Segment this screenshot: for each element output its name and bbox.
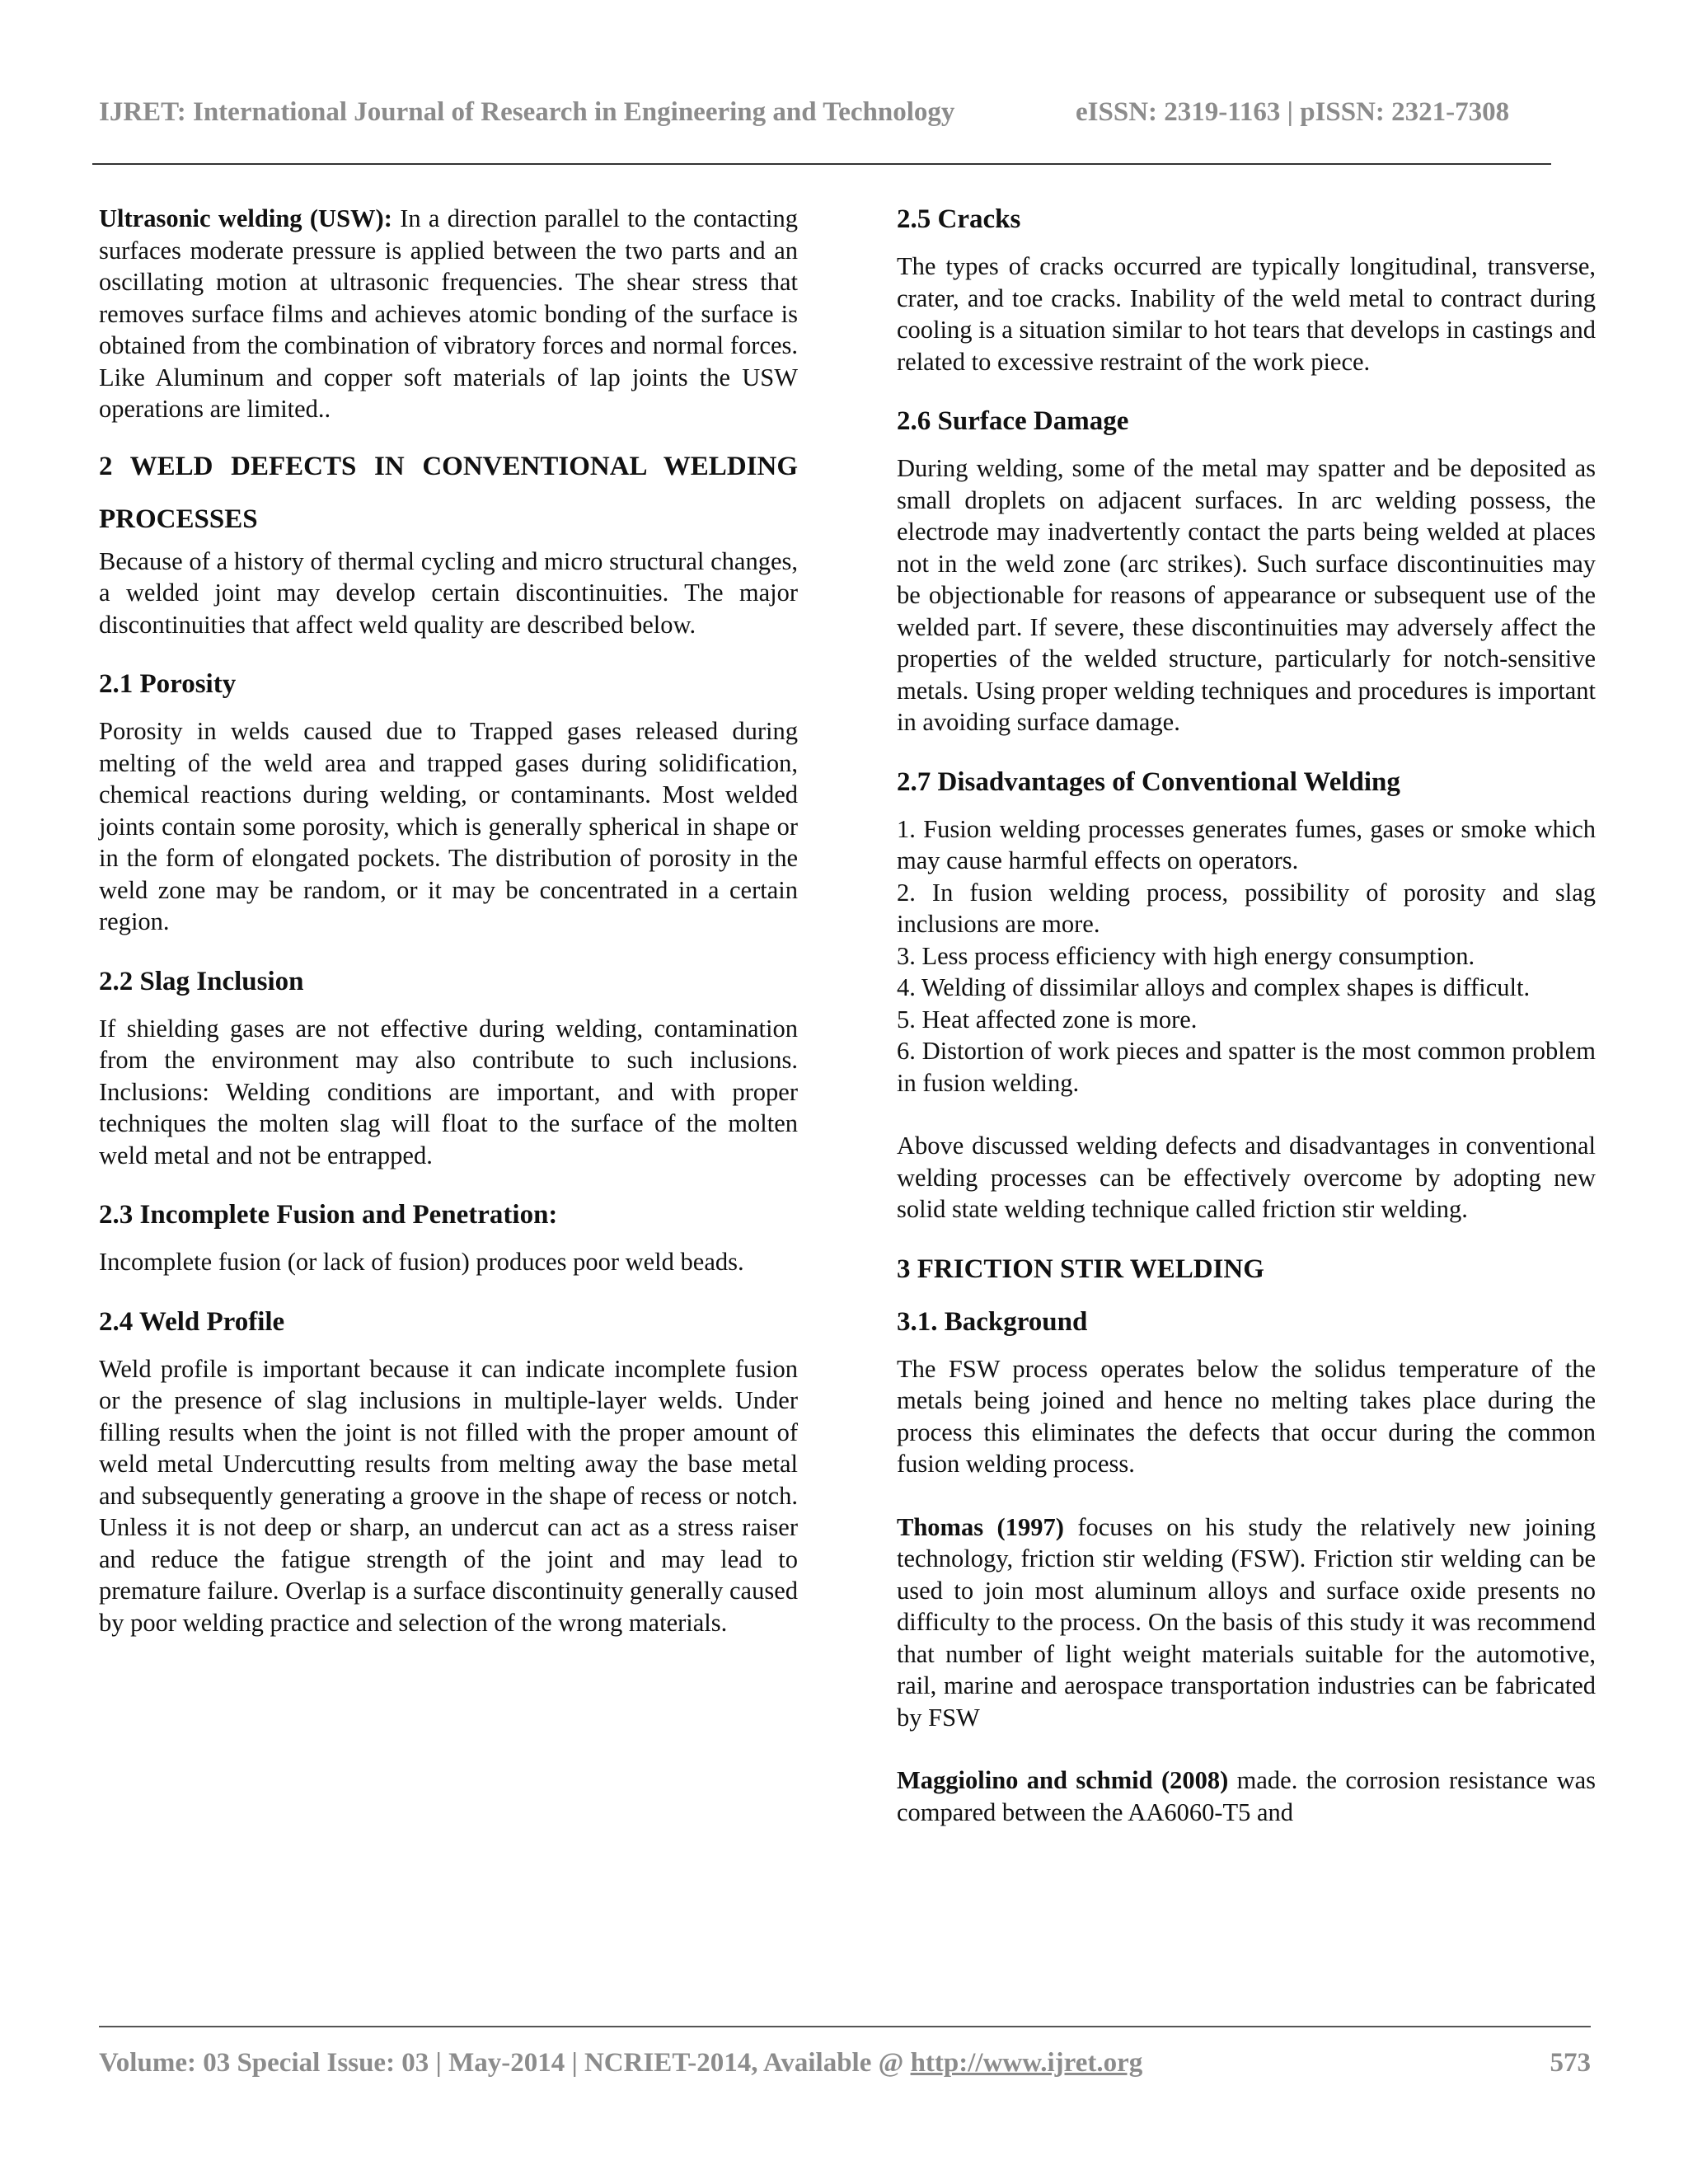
disadvantage-item: 1. Fusion welding processes generates fumes, gases or smoke which may cause harmful effects on operators. <box>897 814 1596 874</box>
disadvantage-item: 5. Heat affected zone is more. <box>897 1005 1198 1033</box>
section-2-1-text: Porosity in welds caused due to Trapped gases released during melting of the weld area and trapped gases during solidification, chemical reactions during welding, or contaminants. Most welded joints contain some porosity, which is generally spherical in shape or in the form of elongated pockets. The distribution of porosity in the weld zone may be random, or it may be concentrated in a certain region. <box>99 717 798 935</box>
section-2-6-text: During welding, some of the metal may spatter and be deposited as small droplets on adjacent surfaces. In arc welding possess, the electrode may inadvertently contact the parts being welded at places not in the weld zone (arc strikes). Such surface discontinuities may be objectionable for reasons of appearance or subsequent use of the welded part. If severe, these discontinuities may adversely affect the properties of the welded structure, particularly for notch-sensitive metals. Using proper welding techniques and procedures is important in avoiding surface damage. <box>897 454 1596 736</box>
section-2-7-heading: 2.7 Disadvantages of Conventional Welding <box>897 766 1400 797</box>
issn-info: eISSN: 2319-1163 | pISSN: 2321-7308 <box>1076 97 1510 127</box>
page-number: 573 <box>1550 2048 1591 2078</box>
section-2-4-text: Weld profile is important because it can indicate incomplete fusion or the presence of slag inclusions in multiple-layer welds. Under filling results when the joint is not filled with the proper amount of weld metal Undercutting results from melting away the base metal and subsequently generating a groove in the shape of recess or notch. Unless it is not deep or sharp, an undercut can act as a stress raiser and reduce the fatigue strength of the joint and may lead to premature failure. Overlap is a surface discontinuity generally caused by poor welding practice and selection of the wrong materials. <box>99 1354 798 1637</box>
thomas-citation: Thomas (1997) <box>897 1512 1064 1541</box>
section-3-1-heading: 3.1. Background <box>897 1306 1088 1337</box>
usw-term: Ultrasonic welding (USW): <box>99 204 392 232</box>
section-3-heading: 3 FRICTION STIR WELDING <box>897 1254 1264 1284</box>
footer-citation <box>99 2048 1142 2079</box>
section-2-5-text: The types of cracks occurred are typically longitudinal, transverse, crater, and toe cracks. Inability of the weld metal to contract during cooling is a situation similar to hot tears that develops in castings and related to excessive restraint of the work piece. <box>897 252 1596 376</box>
section-2-5-heading: 2.5 Cracks <box>897 204 1021 234</box>
thomas-text: focuses on his study the relatively new joining technology, friction stir welding (FSW). Friction stir welding can be used to join most aluminum alloys and surface oxide presents no difficulty to the process. On the basis of this study it was recommend that number of light weight materials suitable for the automotive, rail, marine and aerospace transportation industries can be fabricated by FSW <box>897 1512 1596 1732</box>
section-2-2-heading: 2.2 Slag Inclusion <box>99 966 304 996</box>
section-2-2-text: If shielding gases are not effective during welding, contamination from the environment may also contribute to such inclusions. Inclusions: Welding conditions are important, and with proper techniques the molten slag will float to the surface of the molten weld metal and not be entrapped. <box>99 1014 798 1169</box>
header-rule <box>92 163 1551 165</box>
section-2-7-summary: Above discussed welding defects and disadvantages in conventional welding processes can be effectively overcome by adopting new solid state welding technique called friction stir welding. <box>897 1132 1596 1223</box>
disadvantage-item: 3. Less process efficiency with high energy consumption. <box>897 941 1475 970</box>
usw-text: In a direction parallel to the contacting surfaces moderate pressure is applied between the two parts and an oscillating motion at ultrasonic frequencies. The shear stress that removes surface films and achieves atomic bonding of the surface is obtained from the combination of vibratory forces and normal forces. Like Aluminum and copper soft materials of lap joints the USW operations are limited.. <box>99 204 798 423</box>
maggiolino-citation: Maggiolino and schmid (2008) <box>897 1766 1229 1794</box>
section-2-4-heading: 2.4 Weld Profile <box>99 1306 285 1337</box>
usw-paragraph <box>99 203 798 425</box>
section-2-3-text: Incomplete fusion (or lack of fusion) produces poor weld beads. <box>99 1248 744 1276</box>
section-2-text: Because of a history of thermal cycling and micro structural changes, a welded joint may develop certain discontinuities. The major discontinuities that affect weld quality are described below. <box>99 546 798 639</box>
right-column <box>897 203 1596 1828</box>
footer-volume-text: Volume: 03 Special Issue: 03 | May-2014 | NCRIET-2014, Available @ <box>99 2048 911 2078</box>
maggiolino-paragraph <box>897 1765 1596 1828</box>
section-3-1-text: The FSW process operates below the solidus temperature of the metals being joined and hence no melting takes place during the process this eliminates the defects that occur during the common fusion welding process. <box>897 1354 1596 1478</box>
section-2-3-heading: 2.3 Incomplete Fusion and Penetration: <box>99 1200 558 1230</box>
thomas-paragraph <box>897 1511 1596 1734</box>
section-2-1-heading: 2.1 Porosity <box>99 669 237 699</box>
journal-link[interactable]: http://www.ijret.org <box>910 2048 1143 2078</box>
footer-rule <box>99 2026 1591 2027</box>
left-column <box>99 203 798 1638</box>
disadvantage-item: 4. Welding of dissimilar alloys and complex shapes is difficult. <box>897 973 1531 1001</box>
disadvantage-item: 6. Distortion of work pieces and spatter is the most common problem in fusion welding. <box>897 1037 1596 1097</box>
maggiolino-text: made. the corrosion resistance was compared between the AA6060-T5 and <box>897 1766 1596 1826</box>
disadvantage-item: 2. In fusion welding process, possibility of porosity and slag inclusions are more. <box>897 878 1596 938</box>
journal-name: IJRET: International Journal of Research in Engineering and Technology <box>99 97 955 127</box>
section-2-heading: 2 WELD DEFECTS IN CONVENTIONAL WELDING PROCESSES <box>99 451 798 534</box>
section-2-6-heading: 2.6 Surface Damage <box>897 406 1129 436</box>
